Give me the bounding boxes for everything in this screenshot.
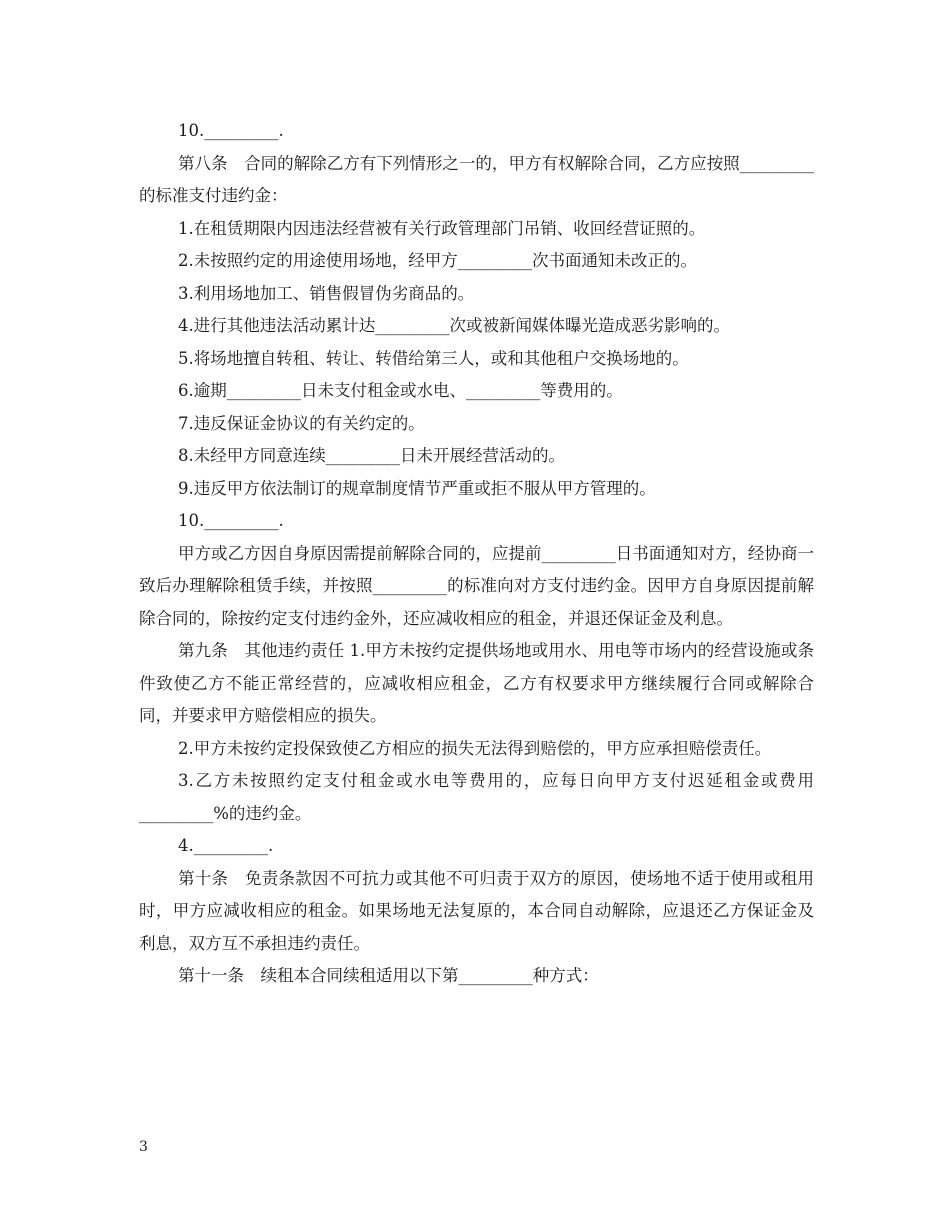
paragraph-article-9-item-4: 4._________. bbox=[178, 836, 274, 855]
document-body bbox=[139, 115, 814, 993]
paragraph-item-9: 9.违反甲方依法制订的规章制度情节严重或拒不服从甲方管理的。 bbox=[178, 478, 656, 498]
paragraph-article-11: 第十一条 续租本合同续租适用以下第_________种方式： bbox=[178, 966, 599, 985]
paragraph-article-9: 第九条 其他违约责任 1.甲方未按约定提供场地或用水、用电等市场内的经营设施或条件致使乙方不能正常经营的，应减收相应租金，乙方有权要求甲方继续履行合同或解除合同，并要求甲方赔偿相应的损失。 bbox=[139, 641, 814, 725]
paragraph-item-5: 5.将场地擅自转租、转让、转借给第三人，或和其他租户交换场地的。 bbox=[178, 348, 689, 368]
paragraph-item-4: 4.进行其他违法活动累计达_________次或被新闻媒体曝光造成恶劣影响的。 bbox=[178, 316, 730, 335]
paragraph-item-1: 1.在租赁期限内因违法经营被有关行政管理部门吊销、收回经营证照的。 bbox=[178, 218, 706, 238]
paragraph-item-6: 6.逾期_________日未支付租金或水电、_________等费用的。 bbox=[178, 381, 623, 400]
paragraph-item-2: 2.未按照约定的用途使用场地，经甲方_________次书面通知未改正的。 bbox=[178, 251, 697, 270]
paragraph-item-10-blank-b: 10._________. bbox=[178, 511, 284, 530]
paragraph-item-3: 3.利用场地加工、销售假冒伪劣商品的。 bbox=[178, 283, 475, 303]
paragraph-item-10-blank-a: 10._________. bbox=[178, 121, 284, 140]
paragraph-article-9-item-3: 3.乙方未按照约定支付租金或水电等费用的，应每日向甲方支付迟延租金或费用_________%的违约金。 bbox=[139, 771, 814, 823]
page-number: 3 bbox=[139, 1139, 148, 1155]
paragraph-article-9-item-2: 2.甲方未按约定投保致使乙方相应的损失无法得到赔偿的，甲方应承担赔偿责任。 bbox=[178, 738, 772, 758]
paragraph-item-7: 7.违反保证金协议的有关约定的。 bbox=[178, 413, 425, 433]
paragraph-early-termination: 甲方或乙方因自身原因需提前解除合同的，应提前_________日书面通知对方，经协商一致后办理解除租赁手续，并按照_________的标准向对方支付违约金。因甲方自身原因提前解除合同的，除按约定支付违约金外，还应减收相应的租金，并退还保证金及利息。 bbox=[139, 543, 814, 628]
paragraph-item-8: 8.未经甲方同意连续_________日未开展经营活动的。 bbox=[178, 446, 565, 465]
paragraph-article-10: 第十条 免责条款因不可抗力或其他不可归责于双方的原因，使场地不适于使用或租用时，甲方应减收相应的租金。如果场地无法复原的，本合同自动解除，应退还乙方保证金及利息，双方互不承担违约责任。 bbox=[139, 868, 814, 953]
paragraph-article-8: 第八条 合同的解除乙方有下列情形之一的，甲方有权解除合同，乙方应按照_________的标准支付违约金： bbox=[139, 153, 814, 205]
